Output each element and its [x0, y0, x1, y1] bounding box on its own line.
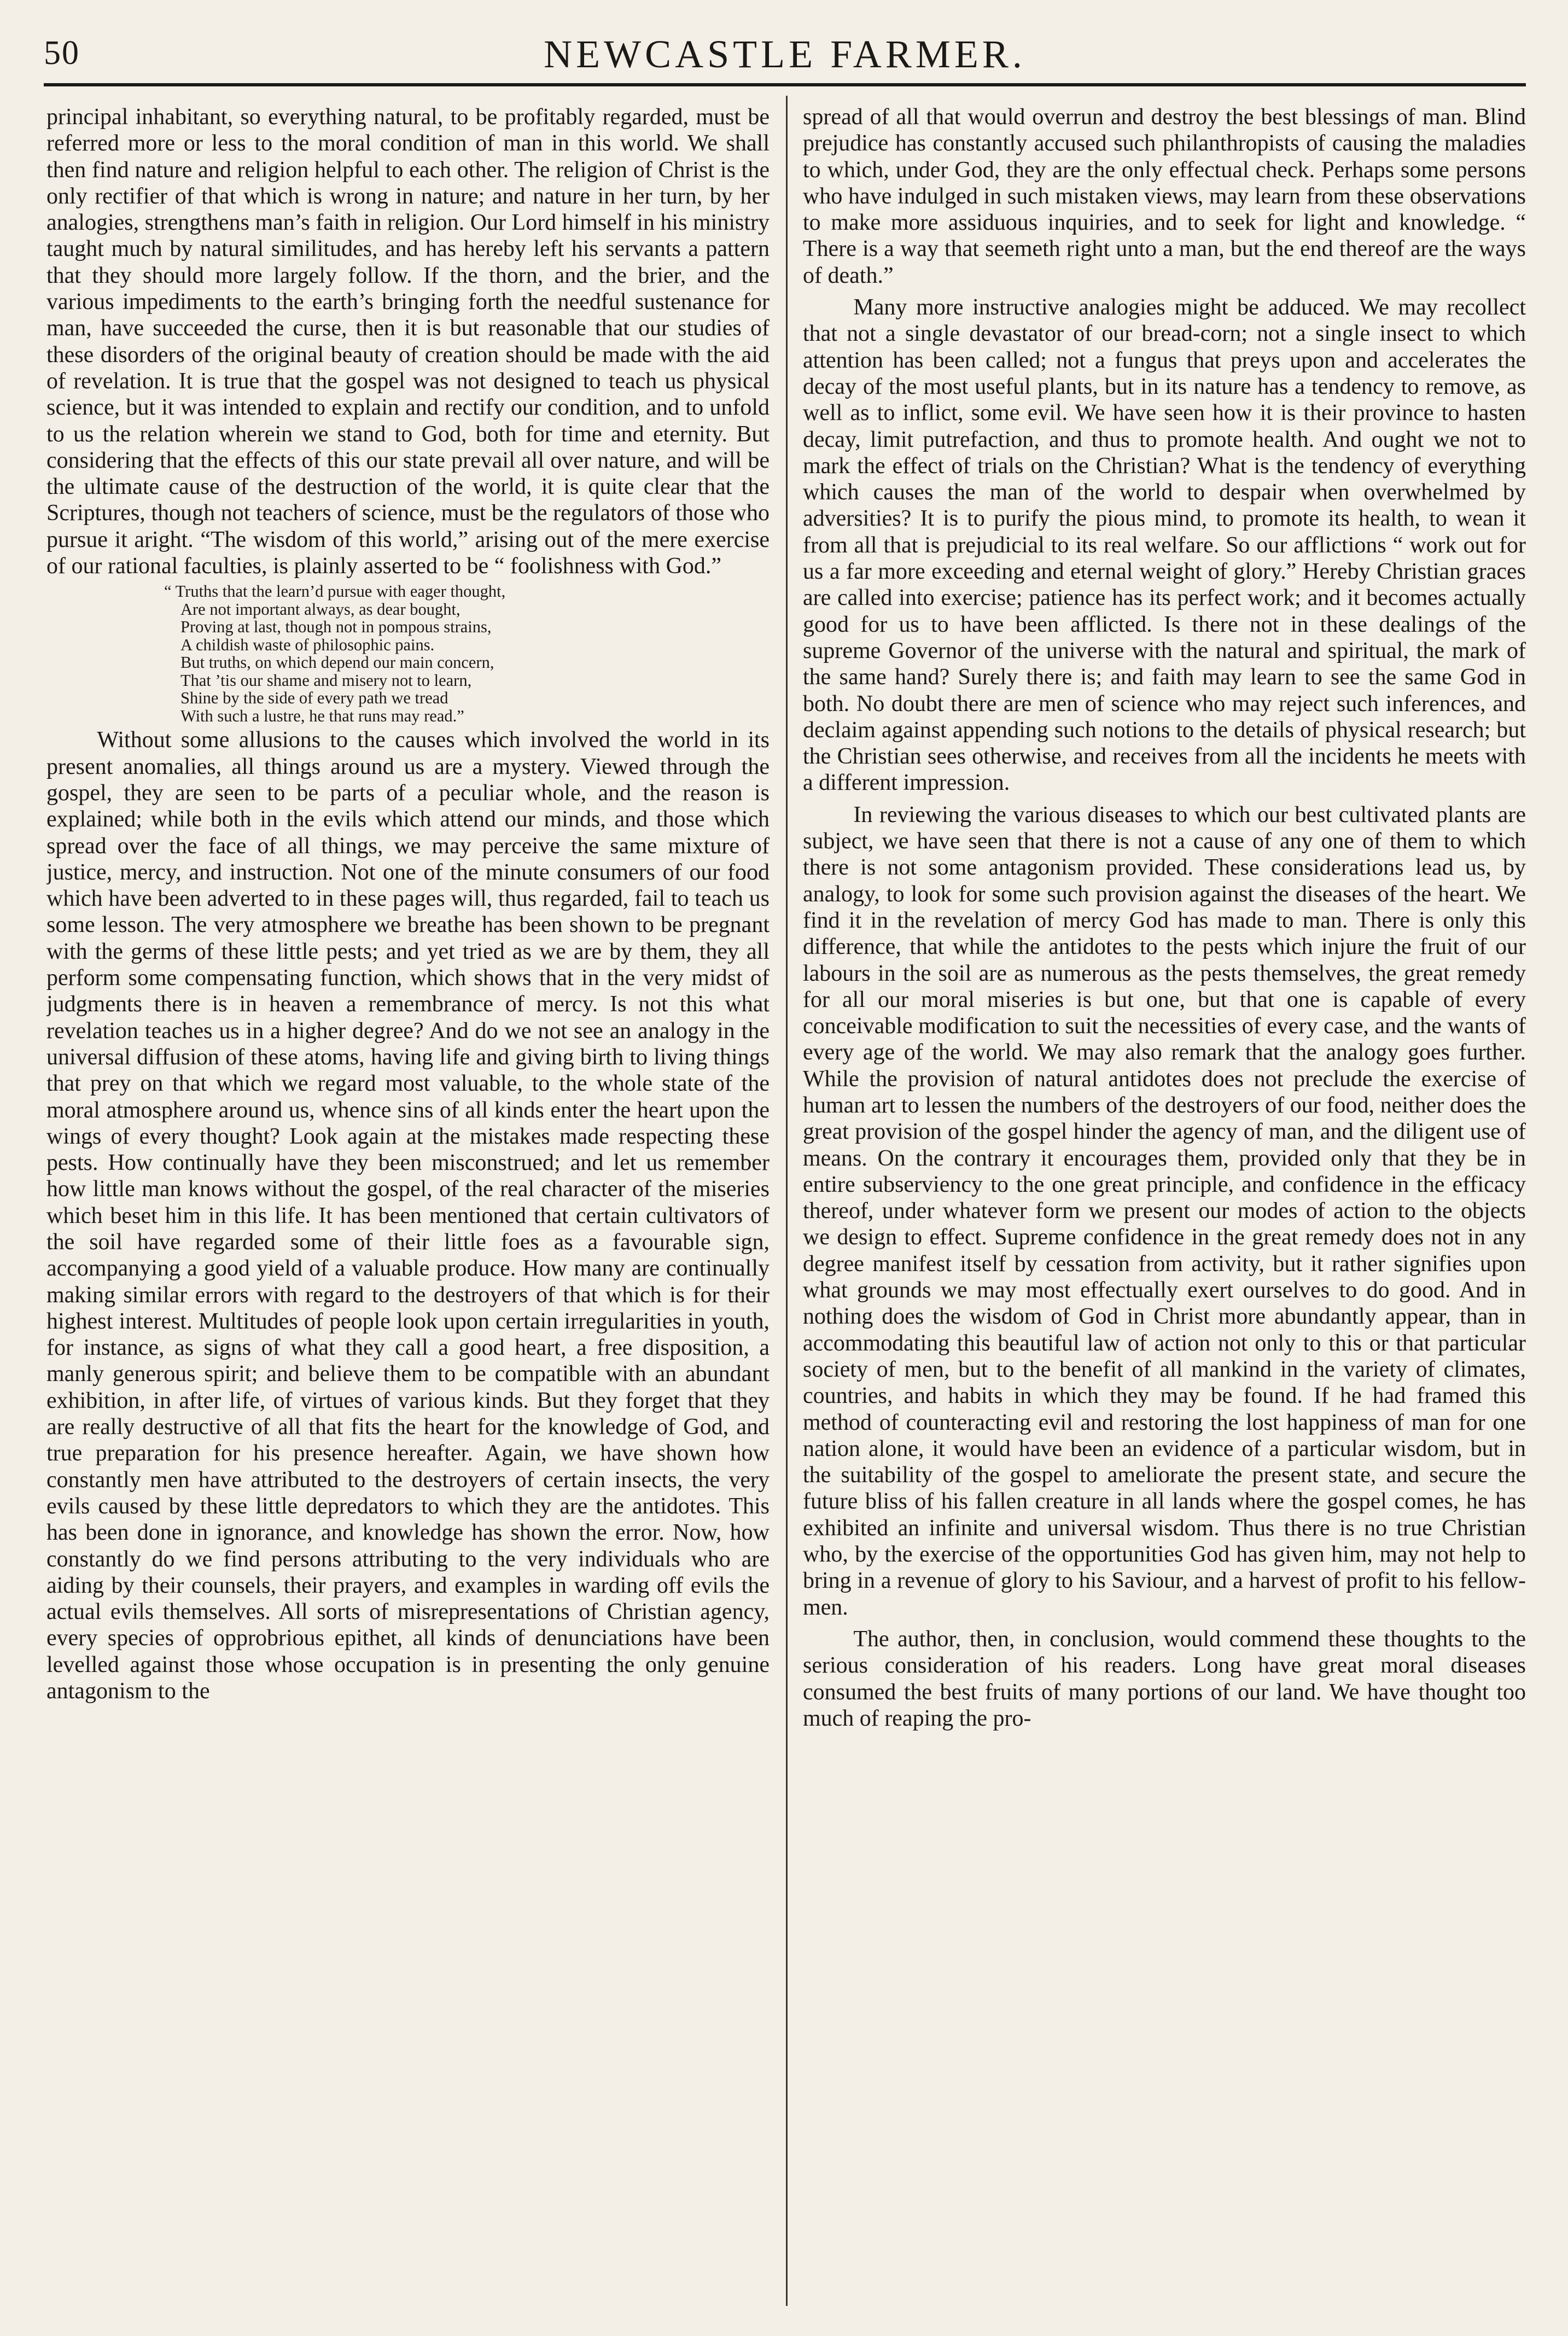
running-title: NEWCASTLE FARMER. [544, 32, 1026, 76]
verse-line: Are not important always, as dear bought, [180, 599, 461, 619]
verse-line: That ’tis our shame and misery not to learn, [180, 671, 472, 690]
verse-line: “ Truths that the learn’d pursue with eager thought, [164, 582, 506, 601]
right-paragraph-3: In reviewing the various diseases to which our best cultivated plants are subject, we have seen that there is not a cause of any one of them to which there is not some antagonism provided. These considerations lead us, by analogy, to look for some such provision against the diseases of the heart. We find it in the revelation of mercy God has made to man. There is only this difference, that while the antidotes to the pests which injure the fruit of our labours in the soil are as numerous as the pests themselves, the great remedy for all our moral miseries is but one, but that one is capable of every conceivable modification to suit the necessities of every case, and the wants of every age of the world. We may also remark that the analogy goes further. While the provision of natural antidotes does not preclude the exercise of human art to lessen the numbers of the destroyers of our food, neither does the great provision of the gospel hinder the agency of man, and the diligent use of means. On the contrary it encourages them, provided only that they be in entire subserviency to the one great principle, and confidence in the efficacy thereof, under whatever form we present our modes of action to the objects we design to effect. Supreme confidence in the great remedy does not in any degree manifest itself by cessation from activity, but it rather signifies upon what grounds we may most effectually exert ourselves to do good. And in nothing does the wisdom of God in Christ more abundantly appear, than in accommodating this beautiful law of action not only to this or that particular society of men, but to the benefit of all mankind in the variety of climates, countries, and habits in which they may be found. If he had framed this method of counteracting evil and restoring the lost happiness of man for one nation alone, it would have been an evidence of a particular wisdom, but in the suitability of the gospel to ameliorate the present state, and secure the future bliss of his fallen creature in all lands where the gospel comes, he has exhibited an infinite and universal wisdom. Thus there is no true Christian who, by the exercise of the opportunities God has given him, may not help to bring in a revenue of glory to his Saviour, and a harvest of profit to his fellow-men. [803, 802, 1526, 1620]
left-paragraph-2: Without some allusions to the causes which involved the world in its present anomalies, all things around us are a mystery. Viewed through the gospel, they are seen to be parts of a peculiar whole, and the reason is explained; while both in the evils which attend our minds, and those which spread over the face of all things, we may perceive the same mixture of justice, mercy, and instruction. Not one of the minute consumers of our food which have been adverted to in these pages will, thus regarded, fail to teach us some lesson. The very atmosphere we breathe has been shown to be pregnant with the germs of these little pests; and yet tried as we are by them, they all perform some compensating function, which shows that in the very midst of judgments there is in heaven a remembrance of mercy. Is not this what revelation teaches us in a higher degree? And do we not see an analogy in the universal diffusion of these atoms, having life and giving birth to living things that prey on that which we regard most valuable, to the whole state of the moral atmosphere around us, whence sins of all kinds enter the heart upon the wings of every thought? Look again at the mistakes made respecting these pests. How continually have they been misconstrued; and let us remember how little man knows without the gospel, of the real character of the miseries which beset him in this life. It has been mentioned that certain cultivators of the soil have regarded some of their little foes as a favourable sign, accompanying a good yield of a valuable produce. How many are continually making similar errors with regard to the destroyers of that which is for their highest interest. Multitudes of people look upon certain irregularities in youth, for instance, as signs of what they call a good heart, a free disposition, a manly generous spirit; and believe them to be compatible with an abundant exhibition, in after life, of virtues of various kinds. But they forget that they are really destructive of all that fits the heart for the knowledge of God, and true preparation for his presence hereafter. Again, we have shown how constantly men have attributed to the destroyers of certain insects, the very evils caused by these little depredators to which they are the antidotes. This has been done in ignorance, and knowledge has shown the error. Now, how constantly do we find persons attributing to the very individuals who are aiding by their counsels, their prayers, and examples in warding off evils the actual evils themselves. All sorts of misrepresentations of Christian agency, every species of opprobrious epithet, all kinds of denunciations have been levelled against those whose occupation is in presenting the only genuine antagonism to the [46, 727, 770, 1704]
right-paragraph-1: spread of all that would overrun and destroy the best blessings of man. Blind prejudice has constantly accused such philanthropists of causing the maladies to which, under God, they are the only effectual check. Perhaps some persons who have indulged in such mistaken views, may learn from these observations to make more assiduous inquiries, and to seek for light and knowledge. “ There is a way that seemeth right unto a man, but the end thereof are the ways of death.” [803, 104, 1526, 288]
poem-quote [164, 582, 770, 725]
verse-line: A childish waste of philosophic pains. [180, 635, 435, 654]
verse-line: But truths, on which depend our main concern, [180, 653, 494, 672]
verse-line: Proving at last, though not in pompous strains, [180, 618, 492, 637]
verse-line: With such a lustre, he that runs may read.” [180, 706, 464, 725]
right-paragraph-2: Many more instructive analogies might be adduced. We may recollect that not a single devastator of our bread-corn; not a single insect to which attention has been called; not a fungus that preys upon and accelerates the decay of the most useful plants, but in its nature has a tendency to remove, as well as to inflict, some evil. We have seen how it is their province to hasten decay, limit putrefaction, and thus to promote health. And ought we not to mark the effect of trials on the Christian? What is the tendency of everything which causes the man of the world to despair when overwhelmed by adversities? It is to purify the pious mind, to promote its health, to wean it from all that is prejudicial to its real welfare. So our afflictions “ work out for us a far more exceeding and eternal weight of glory.” Hereby Christian graces are called into exercise; patience has its perfect work; and it becomes actually good for us to have been afflicted. Is there not in these dealings of the supreme Governor of the universe with the natural and spiritual, the mark of the same hand? Surely there is; and faith may learn to see the same God in both. No doubt there are men of science who may reject such inferences, and declaim against appending such notions to the details of physical research; but the Christian sees otherwise, and receives from all the incidents he meets with a different impression. [803, 295, 1526, 796]
right-paragraph-4: The author, then, in conclusion, would commend these thoughts to the serious consideration of his readers. Long have great moral diseases consumed the best fruits of many portions of our land. We have thought too much of reaping the pro- [803, 1626, 1526, 1731]
left-column [46, 104, 770, 2306]
left-paragraph-1: principal inhabitant, so everything natural, to be profitably regarded, must be referred more or less to the moral condition of man in this world. We shall then find nature and religion helpful to each other. The religion of Christ is the only rectifier of that which is wrong in nature; and nature in her turn, by her analogies, strengthens man’s faith in religion. Our Lord himself in his ministry taught much by natural similitudes, and has hereby left his servants a pattern that they should more largely follow. If the thorn, and the brier, and the various impediments to the earth’s bringing forth the needful sustenance for man, have succeeded the curse, then it is but reasonable that our studies of these disorders of the original beauty of creation should be made with the aid of revelation. It is true that the gospel was not designed to teach us physical science, but it was intended to explain and rectify our condition, and to unfold to us the relation wherein we stand to God, both for time and eternity. But considering that the effects of this our state prevail all over nature, and will be the ultimate cause of the destruction of the world, it is quite clear that the Scriptures, though not teachers of science, must be the regulators of those who pursue it aright. “The wisdom of this world,” arising out of the mere exercise of our rational faculties, is plainly asserted to be “ foolishness with God.” [46, 104, 770, 579]
page-number: 50 [44, 34, 80, 72]
column-divider [786, 96, 788, 2306]
right-column [803, 104, 1526, 2306]
verse-line: Shine by the side of every path we tread [180, 689, 448, 708]
header-rule [44, 83, 1526, 86]
